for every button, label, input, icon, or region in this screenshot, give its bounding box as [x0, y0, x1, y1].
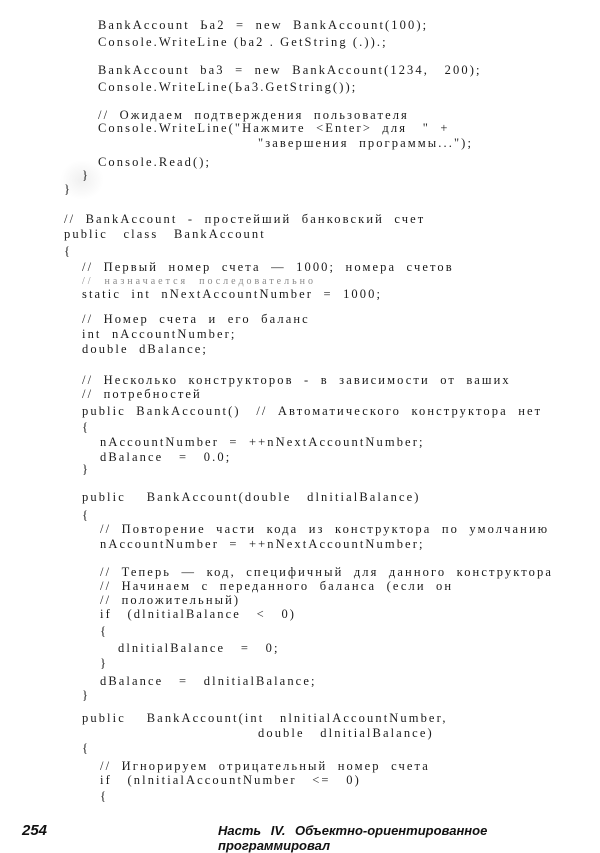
code-line: { — [64, 244, 73, 258]
code-line: dlnitialBalance = 0; — [118, 641, 280, 655]
code-line: { — [100, 624, 109, 638]
code-line: // Теперь — код, специфичный для данного конструктора — [100, 565, 554, 579]
code-line: // назначается последовательно — [82, 276, 317, 287]
code-line: dBalance = dlnitialBalance; — [100, 674, 317, 688]
code-line: int nAccountNumber; — [82, 327, 237, 341]
code-line: "завершения программы..."); — [258, 136, 474, 150]
code-line: { — [82, 420, 91, 434]
code-line: BankAccount ba3 = new BankAccount(1234, 200); — [98, 63, 482, 77]
code-line: if (nlnitialAccountNumber <= 0) — [100, 773, 361, 787]
code-line: } — [100, 656, 109, 670]
code-line: // положительный) — [100, 593, 241, 607]
code-line: // Несколько конструкторов - в зависимости от ваших — [82, 373, 511, 387]
code-line: // Игнорируем отрицательный номер счета — [100, 759, 430, 773]
code-line: double dBalance; — [82, 342, 208, 356]
code-line: public BankAccount() // Автоматического конструктора нет — [82, 404, 543, 418]
code-line: BankAccount Ьa2 = new BankAccount(100); — [98, 18, 429, 32]
code-line: // Ожидаем подтверждения пользователя — [98, 108, 409, 122]
code-line: } — [82, 462, 91, 476]
code-line: Console.WriteLine(Ьa3.GetString()); — [98, 80, 358, 94]
code-line: { — [82, 741, 91, 755]
code-line: static int nNextAccountNumber = 1000; — [82, 287, 383, 301]
code-line: public BankAccount(double dlnitialBalance) — [82, 490, 421, 504]
code-line: Console.WriteLine("Нажмите <Enter> для " + — [98, 121, 450, 135]
code-line: } — [82, 688, 91, 702]
code-line: } — [64, 182, 73, 196]
code-line: { — [100, 789, 109, 803]
code-line: nAccountNumber = ++nNextAccountNumber; — [100, 537, 425, 551]
section-label: Насть IV. Объектно-ориентированное программировал — [218, 823, 488, 853]
code-line: // Повторение части кода из конструктора по умолчанию — [100, 522, 550, 536]
code-line: Console.Read(); — [98, 155, 212, 169]
page-footer — [0, 818, 600, 853]
code-line: if (dlnitialBalance < 0) — [100, 607, 297, 621]
code-line: dBalance = 0.0; — [100, 450, 232, 464]
code-line: nAccountNumber = ++nNextAccountNumber; — [100, 435, 425, 449]
code-line: double dlnitialBalance) — [258, 726, 434, 740]
code-line: // Номер счета и его баланс — [82, 312, 310, 326]
code-line: { — [82, 508, 91, 522]
code-line: // Первый номер счета — 1000; номера счетов — [82, 260, 454, 274]
code-line: public BankAccount(int nlnitialAccountNumber, — [82, 711, 448, 725]
code-line: // потребностей — [82, 387, 202, 401]
page-number: 254 — [22, 822, 48, 839]
code-line: // BankAccount - простейший банковский счет — [64, 212, 426, 226]
code-line: public class BankAccount — [64, 227, 266, 241]
code-line: Console.WriteLine (ba2 . GetString (.)).; — [98, 35, 388, 49]
code-line: } — [82, 168, 91, 182]
code-line: // Начинаем с переданного баланса (если он — [100, 579, 454, 593]
